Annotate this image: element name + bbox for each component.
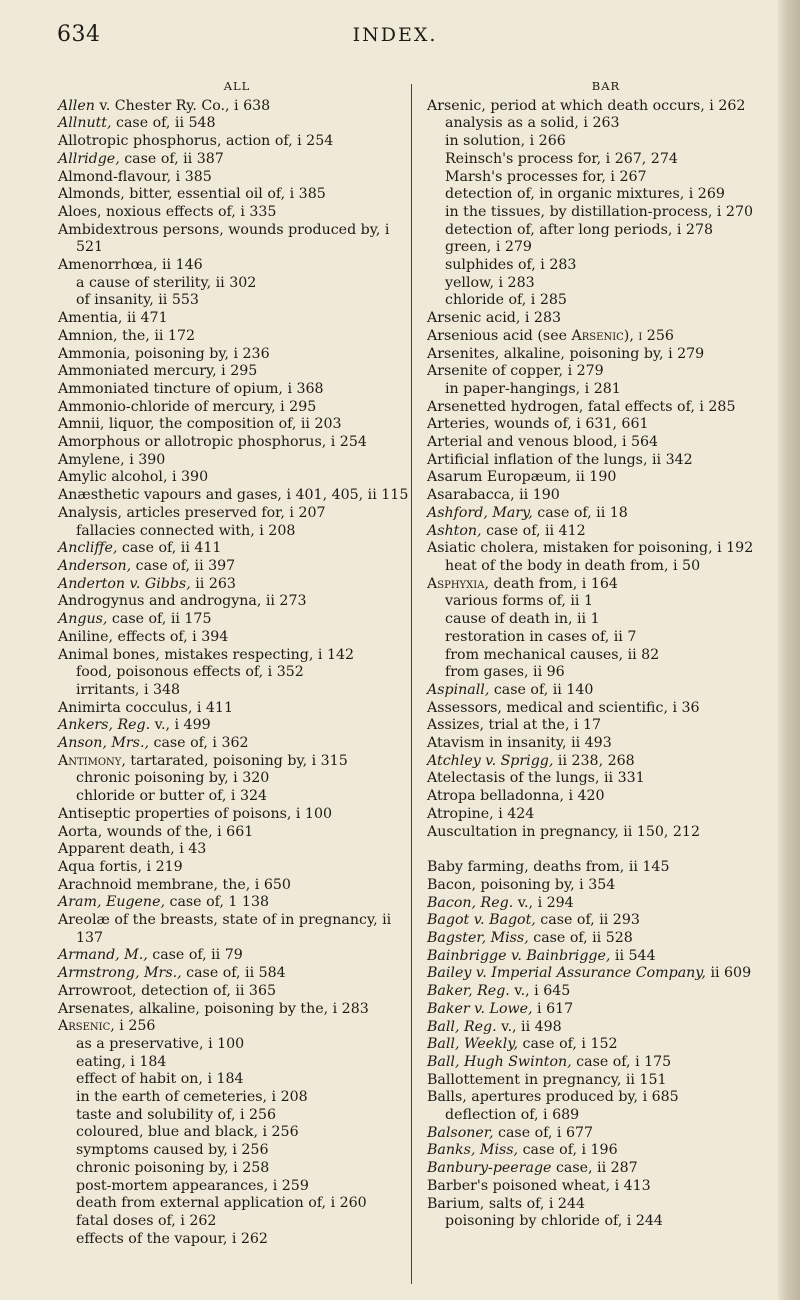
entry-heading: Amenorrhœa, ii 146 (58, 257, 203, 274)
entry-heading: Atropine, i 424 (427, 805, 535, 822)
index-entry (58, 310, 416, 328)
left-column-head: ALL (223, 79, 251, 93)
entry-reference: case of, ii 584 (181, 965, 286, 982)
index-entry (58, 115, 416, 133)
entry-heading: Androgynus and androgyna, ii 273 (58, 593, 307, 610)
entry-heading: Arsenic, (58, 1018, 115, 1035)
entry-heading: Arteries, wounds of, i 631, 661 (427, 416, 649, 433)
index-entry (58, 381, 416, 399)
index-entry (58, 770, 416, 788)
entry-heading: Atropa belladonna, i 420 (427, 788, 605, 805)
index-entry (58, 965, 416, 983)
entry-heading: eating, i 184 (76, 1053, 167, 1070)
entry-heading: taste and solubility of, i 256 (76, 1106, 277, 1123)
entry-heading: Allotropic phosphorus, action of, i 254 (58, 133, 334, 150)
entry-heading: in the earth of cemeteries, i 208 (76, 1089, 308, 1106)
index-entry (427, 469, 785, 487)
entry-reference: case of, ii 18 (532, 504, 628, 521)
entry-heading: irritants, i 348 (76, 681, 181, 698)
entry-heading: Bacon, poisoning by, i 354 (427, 876, 616, 893)
entry-heading: Assessors, medical and scientific, i 36 (427, 699, 700, 716)
index-entry (427, 1072, 785, 1090)
index-entry (427, 682, 785, 700)
index-entry (427, 1178, 785, 1196)
index-entry (58, 912, 416, 947)
index-entry (58, 1231, 416, 1249)
entry-reference: case of, ii 175 (107, 611, 212, 628)
entry-heading: detection of, after long periods, i 278 (445, 221, 714, 238)
index-entry (427, 133, 785, 151)
entry-heading: Amentia, ii 471 (58, 310, 168, 327)
index-entry (58, 257, 416, 275)
index-entry (427, 222, 785, 240)
entry-heading: Ankers, Reg. (58, 717, 151, 734)
entry-reference: ii 263 (190, 575, 236, 592)
entry-heading: Angus, (58, 611, 108, 628)
entry-heading: detection of, in organic mixtures, i 269 (445, 186, 725, 203)
index-entry (427, 416, 785, 434)
entry-heading: various forms of, ii 1 (445, 593, 593, 610)
entry-reference: v., i 294 (513, 894, 574, 911)
index-entry (427, 983, 785, 1001)
index-entry (427, 151, 785, 169)
entry-heading: Asphyxia, (427, 575, 489, 592)
entry-heading: Antiseptic properties of poisons, i 100 (58, 805, 333, 822)
entry-heading: Ballottement in pregnancy, ii 151 (427, 1071, 667, 1088)
entry-reference: v., ii 498 (496, 1018, 562, 1035)
index-entry (427, 346, 785, 364)
entry-heading: Balls, apertures produced by, i 685 (427, 1089, 679, 1106)
index-entry (58, 894, 416, 912)
entry-reference: Arsenic), i 256 (571, 327, 674, 344)
index-entry (58, 1107, 416, 1125)
index-entry (58, 523, 416, 541)
entry-reference: case of, ii 528 (528, 930, 633, 947)
entry-heading: Marsh's processes for, i 267 (445, 168, 647, 185)
index-entry (427, 452, 785, 470)
entry-heading: Ammonia, poisoning by, i 236 (58, 345, 270, 362)
entry-heading: Armstrong, Mrs., (58, 965, 182, 982)
index-entry (58, 151, 416, 169)
index-entry (58, 505, 416, 523)
entry-heading: Aram, Eugene, (58, 894, 165, 911)
entry-heading: Artificial inflation of the lungs, ii 342 (427, 451, 693, 468)
index-entry (58, 292, 416, 310)
entry-heading: in the tissues, by distillation-process, i 270 (445, 203, 754, 220)
entry-heading: Baby farming, deaths from, ii 145 (427, 859, 670, 876)
index-entry (427, 1107, 785, 1125)
index-entry (427, 310, 785, 328)
index-entry (58, 222, 416, 257)
entry-reference: case of, ii 293 (535, 912, 640, 929)
entry-heading: Armand, M., (58, 947, 148, 964)
entry-heading: Bailey v. Imperial Assurance Company, (427, 965, 706, 982)
entry-heading: Arrowroot, detection of, ii 365 (58, 982, 277, 999)
entry-reference: v., i 645 (509, 983, 571, 1000)
index-entry (58, 983, 416, 1001)
index-entry (58, 753, 416, 771)
index-entry (58, 576, 416, 594)
entry-heading: Aloes, noxious effects of, i 335 (58, 203, 277, 220)
index-entry (58, 593, 416, 611)
entry-heading: Auscultation in pregnancy, ii 150, 212 (427, 823, 700, 840)
right-column (427, 78, 785, 1231)
index-entry (427, 1001, 785, 1019)
index-entry (58, 487, 416, 505)
entry-heading: Arsenious acid (see (427, 327, 572, 344)
entry-heading: restoration in cases of, ii 7 (445, 628, 637, 645)
index-entry (58, 275, 416, 293)
entry-heading: from mechanical causes, ii 82 (445, 646, 660, 663)
index-entry (427, 948, 785, 966)
index-entry (58, 1036, 416, 1054)
entry-heading: of insanity, ii 553 (76, 292, 199, 309)
entry-reference: v. Chester Ry. Co., i 638 (94, 97, 271, 114)
index-entry (58, 1054, 416, 1072)
index-entry (427, 806, 785, 824)
index-entry (427, 753, 785, 771)
entry-reference: i 617 (532, 1000, 574, 1017)
entry-heading: Ammoniated tincture of opium, i 368 (58, 380, 324, 397)
index-entry (58, 611, 416, 629)
index-entry (427, 1036, 785, 1054)
index-entry (427, 965, 785, 983)
entry-reference: case of, i 362 (148, 735, 249, 752)
entry-heading: Arsenetted hydrogen, fatal effects of, i 285 (427, 398, 736, 415)
index-entry (58, 788, 416, 806)
entry-heading: Areolæ of the breasts, state of in pregnancy, ii 137 (58, 912, 392, 946)
index-entry (427, 1196, 785, 1214)
index-entry (58, 700, 416, 718)
entry-heading: Allen (58, 97, 95, 114)
entry-heading: Ball, Reg. (427, 1018, 497, 1035)
entry-heading: Amorphous or allotropic phosphorus, i 254 (58, 434, 367, 451)
entry-heading: Bagot v. Bagot, (427, 912, 536, 929)
entry-heading: Assizes, trial at the, i 17 (427, 717, 602, 734)
entry-heading: Arsenite of copper, i 279 (427, 363, 604, 380)
index-entry (427, 204, 785, 222)
left-column (58, 78, 416, 1248)
entry-heading: Asiatic cholera, mistaken for poisoning, i 192 (427, 540, 754, 557)
index-entry (427, 700, 785, 718)
index-entry (427, 770, 785, 788)
index-entry (58, 824, 416, 842)
entry-heading: poisoning by chloride of, i 244 (445, 1213, 663, 1230)
index-entry (58, 806, 416, 824)
index-entry (58, 1018, 416, 1036)
index-entry (58, 1142, 416, 1160)
entry-heading: Arachnoid membrane, the, i 650 (58, 876, 291, 893)
index-entry (58, 877, 416, 895)
index-entry (427, 505, 785, 523)
entry-heading: a cause of sterility, ii 302 (76, 274, 257, 291)
entry-heading: Ashton, (427, 522, 482, 539)
index-entry (427, 824, 785, 842)
index-entry (58, 204, 416, 222)
entry-reference: case of, i 152 (517, 1036, 618, 1053)
index-entry (58, 664, 416, 682)
entry-heading: chloride or butter of, i 324 (76, 788, 268, 805)
index-entry (427, 717, 785, 735)
index-entry (58, 399, 416, 417)
entry-heading: fallacies connected with, i 208 (76, 522, 296, 539)
entry-heading: Banbury-peerage (427, 1160, 552, 1177)
entry-heading: Arterial and venous blood, i 564 (427, 434, 659, 451)
entry-heading: Reinsch's process for, i 267, 274 (445, 150, 678, 167)
index-entry (427, 859, 785, 877)
entry-heading: chronic poisoning by, i 320 (76, 770, 270, 787)
entry-heading: Bainbrigge v. Bainbrigge, (427, 947, 611, 964)
index-entry (58, 469, 416, 487)
entry-heading: Ball, Weekly, (427, 1036, 518, 1053)
index-entry (58, 1178, 416, 1196)
entry-heading: effect of habit on, i 184 (76, 1071, 244, 1088)
index-entry (58, 735, 416, 753)
entry-reference: ii 238, 268 (553, 752, 635, 769)
index-entry (58, 186, 416, 204)
entry-heading: Asarabacca, ii 190 (427, 487, 560, 504)
entry-heading: effects of the vapour, i 262 (76, 1230, 268, 1247)
entry-heading: Amylene, i 390 (58, 451, 166, 468)
entry-heading: Amnion, the, ii 172 (58, 327, 195, 344)
entry-heading: Antimony, (58, 752, 126, 769)
index-entry (427, 895, 785, 913)
entry-heading: yellow, i 283 (445, 274, 535, 291)
entry-heading: coloured, blue and black, i 256 (76, 1124, 299, 1141)
index-entry (58, 1089, 416, 1107)
entry-heading: chronic poisoning by, i 258 (76, 1159, 270, 1176)
entry-heading: Banks, Miss, (427, 1142, 519, 1159)
index-entry (427, 275, 785, 293)
entry-heading: Aorta, wounds of the, i 661 (58, 823, 254, 840)
entry-heading: death from external application of, i 260 (76, 1195, 367, 1212)
entry-heading: Ball, Hugh Swinton, (427, 1053, 572, 1070)
entry-reference: case of, ii 79 (147, 947, 243, 964)
index-entry (427, 647, 785, 665)
index-entry (427, 877, 785, 895)
index-entry (427, 930, 785, 948)
entry-heading: Aspinall, (427, 681, 490, 698)
entry-heading: Apparent death, i 43 (58, 841, 207, 858)
entry-heading: Atchley v. Sprigg, (427, 752, 554, 769)
index-entry (58, 1213, 416, 1231)
index-entry (427, 1213, 785, 1231)
entry-reference: case of, ii 397 (131, 557, 236, 574)
entry-heading: Ammonio-chloride of mercury, i 295 (58, 398, 317, 415)
entry-reference: case, ii 287 (551, 1160, 638, 1177)
index-entry (58, 416, 416, 434)
index-entry (427, 257, 785, 275)
entry-reference: v., i 499 (150, 717, 211, 734)
index-entry (427, 576, 785, 594)
entry-heading: green, i 279 (445, 239, 532, 256)
entry-heading: analysis as a solid, i 263 (445, 115, 620, 132)
entry-heading: Allnutt, (58, 115, 112, 132)
index-entry (427, 169, 785, 187)
index-entry (58, 629, 416, 647)
entry-reference: ii 609 (705, 965, 752, 982)
index-entry (427, 1142, 785, 1160)
entry-heading: from gases, ii 96 (445, 664, 565, 681)
entry-reference: case of, i 196 (518, 1142, 618, 1159)
entry-reference: tartarated, poisoning by, i 315 (125, 752, 348, 769)
index-entry (58, 169, 416, 187)
index-entry (427, 115, 785, 133)
entry-heading: Amnii, liquor, the composition of, ii 203 (58, 416, 342, 433)
index-entry (58, 434, 416, 452)
index-entry (58, 1124, 416, 1142)
entry-reference: case of, i 175 (571, 1053, 672, 1070)
entry-heading: Arsenic acid, i 283 (427, 310, 562, 327)
index-entry (427, 664, 785, 682)
entry-heading: Anderton v. Gibbs, (58, 575, 191, 592)
entry-heading: in solution, i 266 (445, 133, 566, 150)
entry-heading: Anderson, (58, 557, 132, 574)
entry-heading: Bagster, Miss, (427, 930, 529, 947)
index-entry (427, 1125, 785, 1143)
column-divider (411, 84, 412, 1284)
entry-heading: Aniline, effects of, i 394 (58, 628, 229, 645)
entry-heading: Allridge, (58, 150, 120, 167)
index-entry (427, 434, 785, 452)
index-entry (58, 346, 416, 364)
index-entry (58, 328, 416, 346)
index-entry (58, 133, 416, 151)
index-entry (427, 611, 785, 629)
entry-reference: case of, i 677 (493, 1124, 594, 1141)
index-entry (427, 1089, 785, 1107)
index-entry (427, 1160, 785, 1178)
entry-reference: case of, ii 412 (481, 522, 586, 539)
index-entry (58, 1071, 416, 1089)
index-entry (427, 540, 785, 558)
index-entry (58, 947, 416, 965)
index-entry (58, 647, 416, 665)
entry-heading: heat of the body in death from, i 50 (445, 557, 701, 574)
index-entry (427, 593, 785, 611)
index-entry (427, 912, 785, 930)
entry-heading: Barium, salts of, i 244 (427, 1195, 586, 1212)
entry-heading: Almond-flavour, i 385 (58, 168, 212, 185)
index-entry (58, 859, 416, 877)
index-entry (58, 540, 416, 558)
entry-heading: food, poisonous effects of, i 352 (76, 664, 304, 681)
entry-heading: Baker v. Lowe, (427, 1000, 533, 1017)
index-entry (427, 788, 785, 806)
index-entry (427, 523, 785, 541)
index-entry (58, 1160, 416, 1178)
running-head: INDEX. (352, 24, 438, 46)
index-entry (58, 452, 416, 470)
page-number: 634 (57, 22, 101, 47)
entry-heading: Bacon, Reg. (427, 894, 514, 911)
entry-heading: Analysis, articles preserved for, i 207 (58, 504, 326, 521)
entry-reference: death from, i 164 (488, 575, 618, 592)
index-entry (427, 629, 785, 647)
entry-heading: Animal bones, mistakes respecting, i 142 (58, 646, 355, 663)
index-entry (427, 487, 785, 505)
entry-heading: Almonds, bitter, essential oil of, i 385 (58, 186, 326, 203)
entry-heading: in paper-hangings, i 281 (445, 380, 621, 397)
entry-reference: case of, ii 548 (111, 115, 216, 132)
entry-heading: Balsoner, (427, 1124, 494, 1141)
entry-heading: Arsenites, alkaline, poisoning by, i 279 (427, 345, 705, 362)
index-entry (427, 98, 785, 116)
entry-heading: Arsenates, alkaline, poisoning by the, i 283 (58, 1000, 369, 1017)
index-entry (58, 1001, 416, 1019)
entry-heading: Ammoniated mercury, i 295 (58, 363, 258, 380)
entry-heading: cause of death in, ii 1 (445, 611, 600, 628)
entry-heading: Ambidextrous persons, wounds produced by, i 521 (58, 221, 390, 256)
entry-heading: post-mortem appearances, i 259 (76, 1177, 309, 1194)
index-entry (427, 1019, 785, 1037)
index-entry (58, 841, 416, 859)
entry-heading: Animirta cocculus, i 411 (58, 699, 233, 716)
index-entry (427, 328, 785, 346)
entry-heading: deflection of, i 689 (445, 1107, 580, 1124)
entry-heading: Amylic alcohol, i 390 (58, 469, 209, 486)
entry-heading: Arsenic, period at which death occurs, i 262 (427, 97, 746, 114)
entry-heading: Aqua fortis, i 219 (58, 858, 183, 875)
index-entry (427, 292, 785, 310)
index-entry (58, 1195, 416, 1213)
entry-heading: Ashford, Mary, (427, 504, 533, 521)
entry-reference: case of, ii 411 (117, 540, 222, 557)
entry-heading: Ancliffe, (58, 540, 118, 557)
entry-heading: Barber's poisoned wheat, i 413 (427, 1177, 651, 1194)
entry-heading: fatal doses of, i 262 (76, 1213, 217, 1229)
entry-heading: sulphides of, i 283 (445, 257, 577, 274)
index-entry (58, 98, 416, 116)
entry-heading: Atelectasis of the lungs, ii 331 (427, 770, 645, 787)
entry-heading: Atavism in insanity, ii 493 (427, 735, 612, 752)
entry-reference: i 256 (114, 1018, 156, 1035)
index-entry (427, 558, 785, 576)
entry-heading: as a preservative, i 100 (76, 1035, 245, 1052)
entry-reference: case of, ii 387 (119, 150, 224, 167)
index-entry (427, 735, 785, 753)
index-entry (427, 1054, 785, 1072)
entry-heading: Asarum Europæum, ii 190 (427, 469, 617, 486)
index-entry (58, 717, 416, 735)
entry-heading: symptoms caused by, i 256 (76, 1142, 269, 1159)
index-entry (427, 399, 785, 417)
index-entry (427, 381, 785, 399)
entry-reference: ii 544 (610, 947, 656, 964)
index-entry (58, 363, 416, 381)
entry-heading: Anæsthetic vapours and gases, i 401, 405, ii 115 (58, 487, 409, 504)
entry-reference: case of, ii 140 (489, 681, 594, 698)
index-entry (58, 558, 416, 576)
entry-heading: Anson, Mrs., (58, 735, 149, 752)
index-entry (427, 363, 785, 381)
entry-heading: Baker, Reg. (427, 983, 510, 1000)
index-entry (427, 186, 785, 204)
entry-reference: case of, 1 138 (164, 894, 270, 911)
right-column-head: BAR (591, 79, 621, 93)
index-entry (58, 682, 416, 700)
entry-heading: chloride of, i 285 (445, 292, 567, 309)
index-entry (427, 239, 785, 257)
